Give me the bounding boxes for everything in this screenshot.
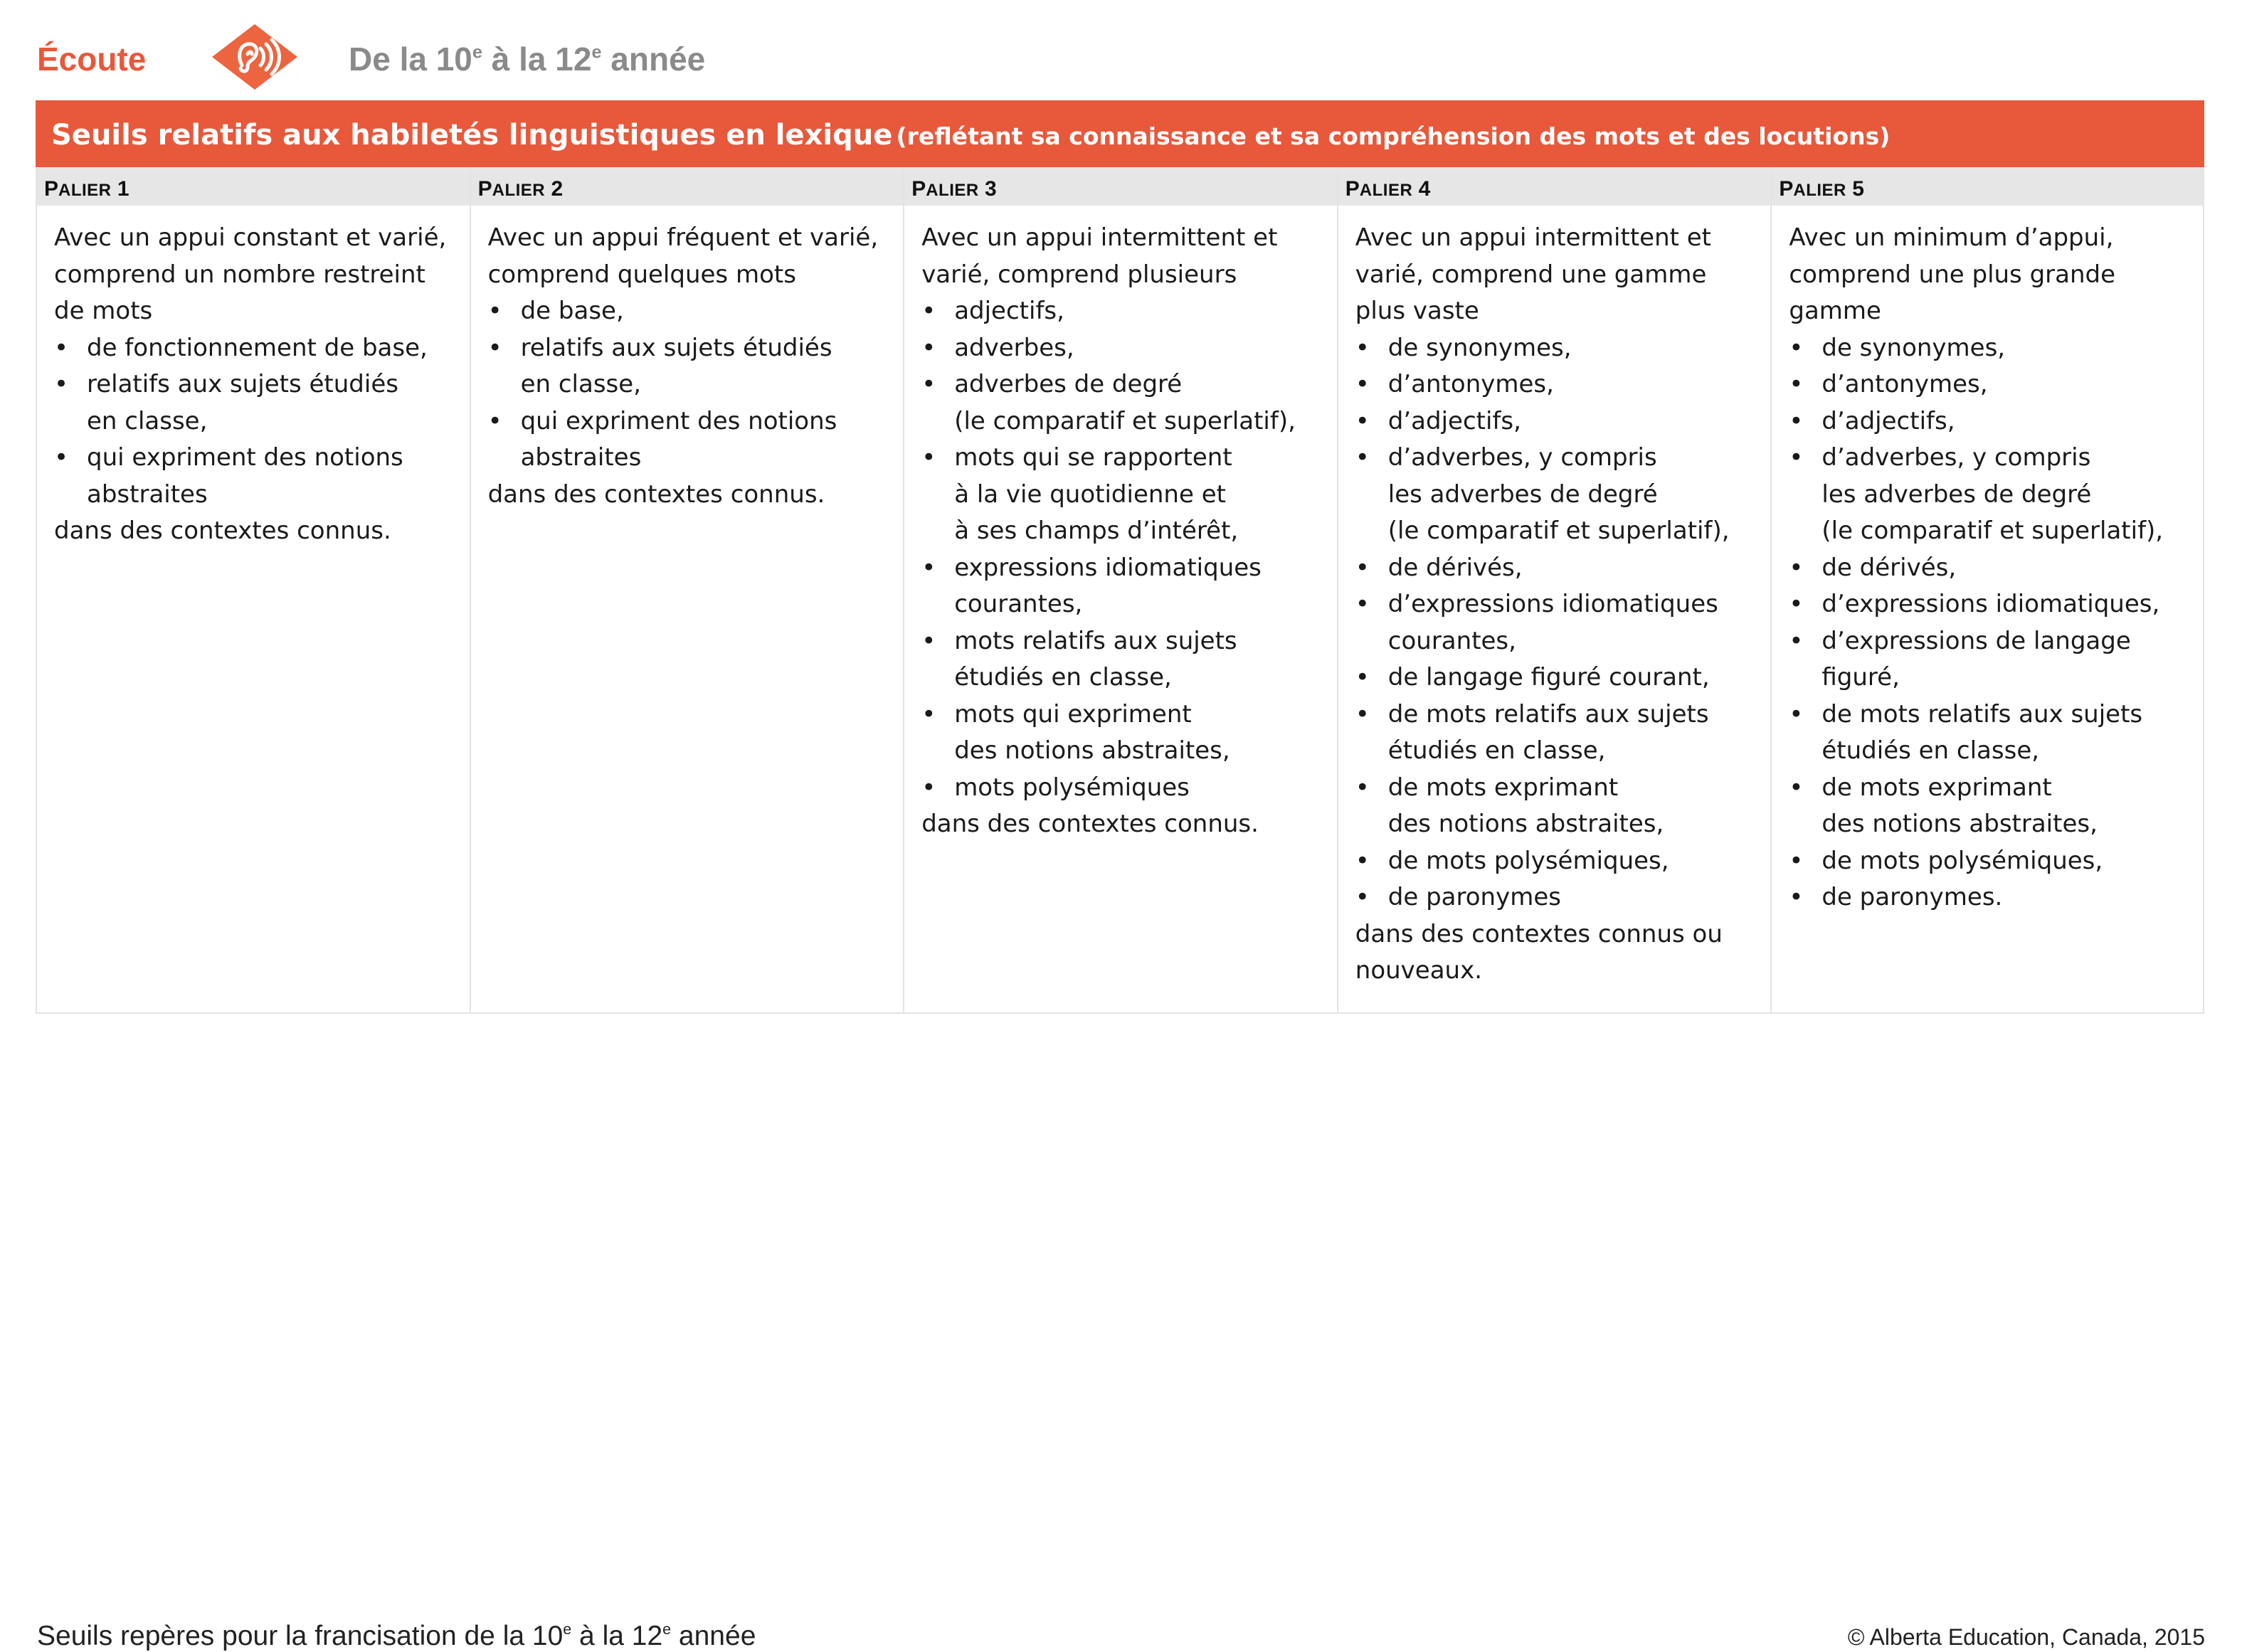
- footer-text-3: année: [671, 1621, 756, 1651]
- bullet-item: • d’adverbes, y compris: [1355, 440, 1764, 477]
- text-line: gamme: [1789, 297, 1881, 325]
- palier-header-initial: P: [44, 177, 59, 201]
- thresholds-table: [36, 100, 2204, 1014]
- palier-header-number: 4: [1418, 177, 1431, 201]
- grade-sup-2: e: [591, 42, 602, 63]
- bullet-item: • de dérivés,: [1789, 550, 2196, 587]
- bullet-item: • mots qui expriment: [921, 697, 1330, 734]
- text-line: Avec un appui constant et varié,: [54, 223, 447, 252]
- table-subtitle: (reflétant sa connaissance et sa compréhension des mots et des locutions): [896, 122, 1891, 150]
- palier-column-3: [903, 167, 1337, 1014]
- text-line: comprend quelques mots: [487, 260, 796, 289]
- bullet-item: • de paronymes: [1355, 879, 1764, 916]
- palier-header-rest: ALIER: [492, 181, 546, 200]
- footer-sup-2: e: [662, 1621, 672, 1638]
- palier-description: [1772, 206, 2203, 1014]
- text-line: courantes,: [1387, 626, 1516, 655]
- text-line: abstraites: [87, 480, 208, 509]
- bullet-item: • de mots relatifs aux sujets: [1355, 697, 1764, 734]
- palier-header-number: 3: [985, 177, 997, 201]
- bullet-item: • de fonctionnement de base,: [54, 330, 462, 367]
- bullet-item: • d’expressions idiomatiques,: [1789, 586, 2196, 623]
- text-line: étudiés en classe,: [1387, 736, 1606, 765]
- palier-header: [37, 167, 470, 206]
- palier-header-number: 5: [1852, 177, 1864, 201]
- text-line: Avec un minimum d’appui,: [1789, 223, 2114, 252]
- grade-text-1: De la 10: [349, 41, 472, 78]
- footer-text-2: à la 12: [571, 1621, 663, 1651]
- bullet-item: • de synonymes,: [1789, 330, 2196, 367]
- subject-title: Écoute: [37, 41, 147, 78]
- palier-column-5: [1770, 167, 2204, 1014]
- footer-document-title: [37, 1621, 756, 1652]
- text-line: varié, comprend une gamme: [1355, 260, 1707, 289]
- text-line: à la vie quotidienne et: [954, 480, 1226, 509]
- palier-header-rest: ALIER: [926, 181, 979, 200]
- text-line: à ses champs d’intérêt,: [954, 517, 1239, 545]
- bullet-item: • de base,: [488, 293, 897, 330]
- text-line: Avec un appui intermittent et: [1355, 223, 1712, 252]
- bullet-item: • qui expriment des notions: [488, 403, 897, 440]
- grade-text-3: année: [601, 41, 706, 78]
- bullet-item: • d’adjectifs,: [1355, 403, 1764, 440]
- text-line: (le comparatif et superlatif),: [954, 406, 1296, 435]
- footer-text-1: Seuils repères pour la francisation de la 10: [37, 1621, 564, 1651]
- footer-copyright: © Alberta Education, Canada, 2015: [1847, 1624, 2205, 1650]
- palier-column-2: [470, 167, 904, 1014]
- palier-header-initial: P: [477, 177, 492, 201]
- palier-header-number: 2: [551, 177, 564, 201]
- palier-header-rest: ALIER: [58, 181, 112, 200]
- bullet-item: • d’adjectifs,: [1789, 403, 2196, 440]
- bullet-item: • d’antonymes,: [1355, 366, 1764, 403]
- text-line: les adverbes de degré: [1821, 480, 2092, 509]
- text-line: courantes,: [954, 590, 1083, 618]
- bullet-item: • de mots polysémiques,: [1789, 843, 2196, 880]
- palier-header-rest: ALIER: [1793, 181, 1846, 200]
- bullet-item: • d’expressions de langage: [1789, 623, 2196, 660]
- text-line: (le comparatif et superlatif),: [1821, 517, 2164, 545]
- text-line: étudiés en classe,: [954, 663, 1172, 692]
- palier-header: [1772, 167, 2203, 206]
- bullet-item: • qui expriment des notions: [54, 440, 462, 477]
- bullet-item: • de mots relatifs aux sujets: [1789, 697, 2196, 734]
- text-line: des notions abstraites,: [954, 736, 1230, 765]
- text-line: dans des contextes connus.: [921, 810, 1259, 838]
- text-line: des notions abstraites,: [1387, 810, 1664, 838]
- text-line: figuré,: [1821, 663, 1900, 692]
- palier-header-number: 1: [117, 177, 129, 201]
- bullet-item: • de mots polysémiques,: [1355, 843, 1764, 880]
- grade-range: [349, 40, 705, 78]
- palier-description: [904, 206, 1337, 1014]
- palier-header-initial: P: [911, 177, 926, 201]
- bullet-item: • de langage figuré courant,: [1355, 660, 1764, 697]
- bullet-item: • mots relatifs aux sujets: [921, 623, 1330, 660]
- bullet-item: • adverbes de degré: [921, 366, 1330, 403]
- table-columns: [36, 167, 2204, 1014]
- text-line: plus vaste: [1355, 297, 1479, 325]
- text-line: étudiés en classe,: [1821, 736, 2040, 765]
- table-title: Seuils relatifs aux habiletés linguistiques en lexique: [51, 119, 893, 152]
- grade-sup-1: e: [472, 42, 482, 63]
- bullet-item: • mots polysémiques: [921, 770, 1330, 807]
- bullet-item: • d’expressions idiomatiques: [1355, 586, 1764, 623]
- text-line: en classe,: [520, 370, 641, 398]
- text-line: les adverbes de degré: [1387, 480, 1658, 509]
- text-line: Avec un appui intermittent et: [921, 223, 1278, 252]
- page-header: [37, 14, 820, 92]
- bullet-item: • expressions idiomatiques: [921, 550, 1330, 587]
- bullet-item: • de dérivés,: [1355, 550, 1764, 587]
- grade-text-2: à la 12: [482, 41, 592, 78]
- palier-header: [471, 167, 904, 206]
- bullet-item: • mots qui se rapportent: [921, 440, 1330, 477]
- palier-description: [471, 206, 904, 1014]
- palier-header: [1338, 167, 1771, 206]
- text-line: dans des contextes connus ou: [1355, 919, 1723, 948]
- ear-sound-icon: [176, 14, 333, 100]
- text-line: (le comparatif et superlatif),: [1387, 517, 1730, 545]
- text-line: dans des contextes connus.: [54, 517, 391, 545]
- bullet-item: • d’antonymes,: [1789, 366, 2196, 403]
- bullet-item: • relatifs aux sujets étudiés: [54, 366, 462, 403]
- palier-description: [1338, 206, 1771, 1014]
- palier-header-initial: P: [1345, 177, 1360, 201]
- bullet-item: • de paronymes.: [1789, 879, 2196, 916]
- text-line: varié, comprend plusieurs: [921, 260, 1237, 289]
- text-line: comprend un nombre restreint: [54, 260, 425, 289]
- table-title-bar: [36, 100, 2204, 167]
- palier-column-4: [1337, 167, 1771, 1014]
- text-line: dans des contextes connus.: [487, 480, 825, 509]
- text-line: de mots: [54, 297, 153, 325]
- bullet-item: • adjectifs,: [921, 293, 1330, 330]
- text-line: comprend une plus grande: [1789, 260, 2116, 289]
- text-line: des notions abstraites,: [1821, 810, 2098, 838]
- text-line: nouveaux.: [1355, 956, 1483, 985]
- palier-header: [904, 167, 1337, 206]
- footer-sup-1: e: [563, 1621, 572, 1638]
- bullet-item: • de synonymes,: [1355, 330, 1764, 367]
- text-line: abstraites: [520, 443, 642, 472]
- bullet-item: • de mots exprimant: [1789, 770, 2196, 807]
- bullet-item: • adverbes,: [921, 330, 1330, 367]
- palier-description: [37, 206, 470, 1014]
- palier-header-initial: P: [1779, 177, 1794, 201]
- palier-header-rest: ALIER: [1359, 181, 1413, 200]
- bullet-item: • relatifs aux sujets étudiés: [488, 330, 897, 367]
- bullet-item: • de mots exprimant: [1355, 770, 1764, 807]
- text-line: Avec un appui fréquent et varié,: [487, 223, 879, 252]
- palier-column-1: [36, 167, 470, 1014]
- text-line: en classe,: [87, 406, 208, 435]
- bullet-item: • d’adverbes, y compris: [1789, 440, 2196, 477]
